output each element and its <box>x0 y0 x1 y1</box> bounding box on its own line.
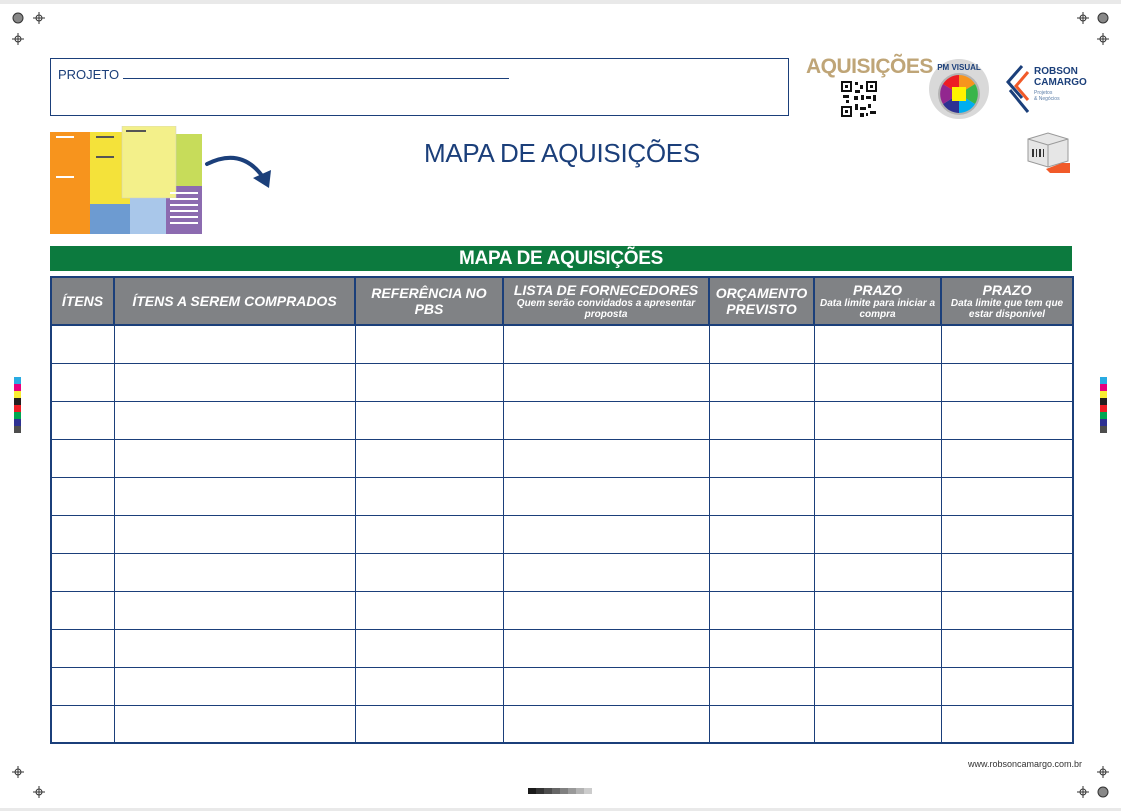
table-cell[interactable] <box>814 705 941 743</box>
table-cell[interactable] <box>814 553 941 591</box>
project-name-line[interactable] <box>123 78 509 79</box>
table-cell[interactable] <box>114 629 355 667</box>
table-cell[interactable] <box>503 667 709 705</box>
table-cell[interactable] <box>814 629 941 667</box>
table-row <box>51 591 1073 629</box>
section-banner: MAPA DE AQUISIÇÕES <box>50 246 1072 271</box>
color-calibration-bar <box>1100 377 1107 433</box>
pm-visual-text: PM VISUAL <box>937 63 981 72</box>
table-cell[interactable] <box>814 477 941 515</box>
table-cell[interactable] <box>941 325 1073 363</box>
table-cell[interactable] <box>51 477 114 515</box>
registration-mark-icon <box>12 33 24 45</box>
pm-visual-logo <box>928 58 990 120</box>
table-cell[interactable] <box>355 401 503 439</box>
rc-name-line2: CAMARGO <box>1034 77 1087 88</box>
table-row <box>51 705 1073 743</box>
registration-mark-icon <box>1097 33 1109 45</box>
table-cell[interactable] <box>709 401 814 439</box>
registration-mark-icon <box>12 766 24 778</box>
registration-mark-icon <box>1097 786 1109 798</box>
grayscale-calibration-bar <box>528 788 592 794</box>
table-cell[interactable] <box>709 363 814 401</box>
table-row <box>51 401 1073 439</box>
table-cell[interactable] <box>941 515 1073 553</box>
canvas-thumbnail-image <box>50 126 202 234</box>
footer-url: www.robsoncamargo.com.br <box>968 759 1083 769</box>
table-cell[interactable] <box>709 477 814 515</box>
curved-arrow-icon <box>203 150 278 192</box>
table-cell[interactable] <box>503 325 709 363</box>
table-cell[interactable] <box>114 553 355 591</box>
column-header-items-to-buy: ÍTENS A SEREM COMPRADOS <box>114 277 355 325</box>
table-cell[interactable] <box>814 667 941 705</box>
rc-tagline-line1: Projetos <box>1034 90 1053 96</box>
table-cell[interactable] <box>941 439 1073 477</box>
table-cell[interactable] <box>941 553 1073 591</box>
table-row <box>51 363 1073 401</box>
table-cell[interactable] <box>503 363 709 401</box>
table-cell[interactable] <box>51 705 114 743</box>
table-cell[interactable] <box>114 477 355 515</box>
table-cell[interactable] <box>355 477 503 515</box>
table-cell[interactable] <box>114 591 355 629</box>
table-cell[interactable] <box>941 477 1073 515</box>
project-box <box>50 58 789 116</box>
registration-mark-icon <box>33 786 45 798</box>
table-cell[interactable] <box>51 591 114 629</box>
table-cell[interactable] <box>503 591 709 629</box>
table-cell[interactable] <box>709 591 814 629</box>
table-cell[interactable] <box>709 553 814 591</box>
table-cell[interactable] <box>114 439 355 477</box>
table-cell[interactable] <box>114 667 355 705</box>
table-cell[interactable] <box>709 705 814 743</box>
column-header-deadline-available: PRAZO Data limite que tem que estar disponível <box>941 277 1073 325</box>
table-row <box>51 325 1073 363</box>
table-cell[interactable] <box>941 705 1073 743</box>
table-cell[interactable] <box>941 629 1073 667</box>
table-cell[interactable] <box>355 705 503 743</box>
table-cell[interactable] <box>814 363 941 401</box>
table-header-row <box>51 277 1073 325</box>
table-cell[interactable] <box>355 325 503 363</box>
qr-code-icon <box>840 80 878 118</box>
table-cell[interactable] <box>503 515 709 553</box>
color-calibration-bar <box>14 377 21 433</box>
table-cell[interactable] <box>709 439 814 477</box>
table-cell[interactable] <box>503 553 709 591</box>
table-cell[interactable] <box>355 515 503 553</box>
page-title: MAPA DE AQUISIÇÕES <box>424 138 700 168</box>
registration-mark-icon <box>1097 12 1109 24</box>
table-cell[interactable] <box>503 477 709 515</box>
table-cell[interactable] <box>355 591 503 629</box>
table-row <box>51 477 1073 515</box>
registration-mark-icon <box>1097 766 1109 778</box>
registration-mark-icon <box>33 12 45 24</box>
table-row <box>51 515 1073 553</box>
table-cell[interactable] <box>709 515 814 553</box>
table-cell[interactable] <box>51 401 114 439</box>
table-cell[interactable] <box>114 705 355 743</box>
table-cell[interactable] <box>51 325 114 363</box>
table-cell[interactable] <box>355 629 503 667</box>
table-cell[interactable] <box>709 325 814 363</box>
table-cell[interactable] <box>503 439 709 477</box>
column-header-pbs-reference: REFERÊNCIA NO PBS <box>355 277 503 325</box>
table-body <box>51 325 1073 743</box>
table-cell[interactable] <box>814 325 941 363</box>
table-cell[interactable] <box>51 363 114 401</box>
table-row <box>51 553 1073 591</box>
table-cell[interactable] <box>941 667 1073 705</box>
rc-tagline <box>1034 90 1060 102</box>
project-label: PROJETO <box>58 67 120 82</box>
table-cell[interactable] <box>709 667 814 705</box>
table-cell[interactable] <box>814 591 941 629</box>
acquisitions-table <box>50 276 1074 744</box>
table-cell[interactable] <box>355 667 503 705</box>
table-cell[interactable] <box>941 591 1073 629</box>
rc-name-line1: ROBSON <box>1034 66 1078 77</box>
top-edge-strip <box>0 0 1121 4</box>
table-cell[interactable] <box>503 629 709 667</box>
registration-mark-icon <box>1077 12 1089 24</box>
table-cell[interactable] <box>114 401 355 439</box>
table-cell[interactable] <box>709 629 814 667</box>
table-cell[interactable] <box>114 325 355 363</box>
table-cell[interactable] <box>114 515 355 553</box>
table-cell[interactable] <box>51 553 114 591</box>
table-cell[interactable] <box>941 363 1073 401</box>
table-cell[interactable] <box>503 401 709 439</box>
table-cell[interactable] <box>51 439 114 477</box>
table-cell[interactable] <box>814 439 941 477</box>
registration-mark-icon <box>1077 786 1089 798</box>
robson-camargo-logo-mark <box>1002 60 1036 114</box>
brand-title: AQUISIÇÕES <box>806 55 933 78</box>
rc-brand-name <box>1034 66 1087 88</box>
table-cell[interactable] <box>51 515 114 553</box>
column-header-deadline-start: PRAZO Data limite para iniciar a compra <box>814 277 941 325</box>
rc-tagline-line2: & Negócios <box>1034 96 1060 102</box>
table-cell[interactable] <box>114 363 355 401</box>
column-header-supplier-list: LISTA DE FORNECEDORES Quem serão convidados a apresentar proposta <box>503 277 709 325</box>
table-cell[interactable] <box>814 401 941 439</box>
table-row <box>51 439 1073 477</box>
table-cell[interactable] <box>51 667 114 705</box>
table-cell[interactable] <box>355 439 503 477</box>
registration-mark-icon <box>12 12 24 24</box>
table-cell[interactable] <box>503 705 709 743</box>
table-row <box>51 629 1073 667</box>
table-cell[interactable] <box>814 515 941 553</box>
table-cell[interactable] <box>51 629 114 667</box>
table-cell[interactable] <box>355 553 503 591</box>
table-row <box>51 667 1073 705</box>
table-cell[interactable] <box>941 401 1073 439</box>
table-cell[interactable] <box>355 363 503 401</box>
column-header-items: ÍTENS <box>51 277 114 325</box>
box-in-hand-icon <box>1024 131 1072 175</box>
column-header-budget: ORÇAMENTO PREVISTO <box>709 277 814 325</box>
